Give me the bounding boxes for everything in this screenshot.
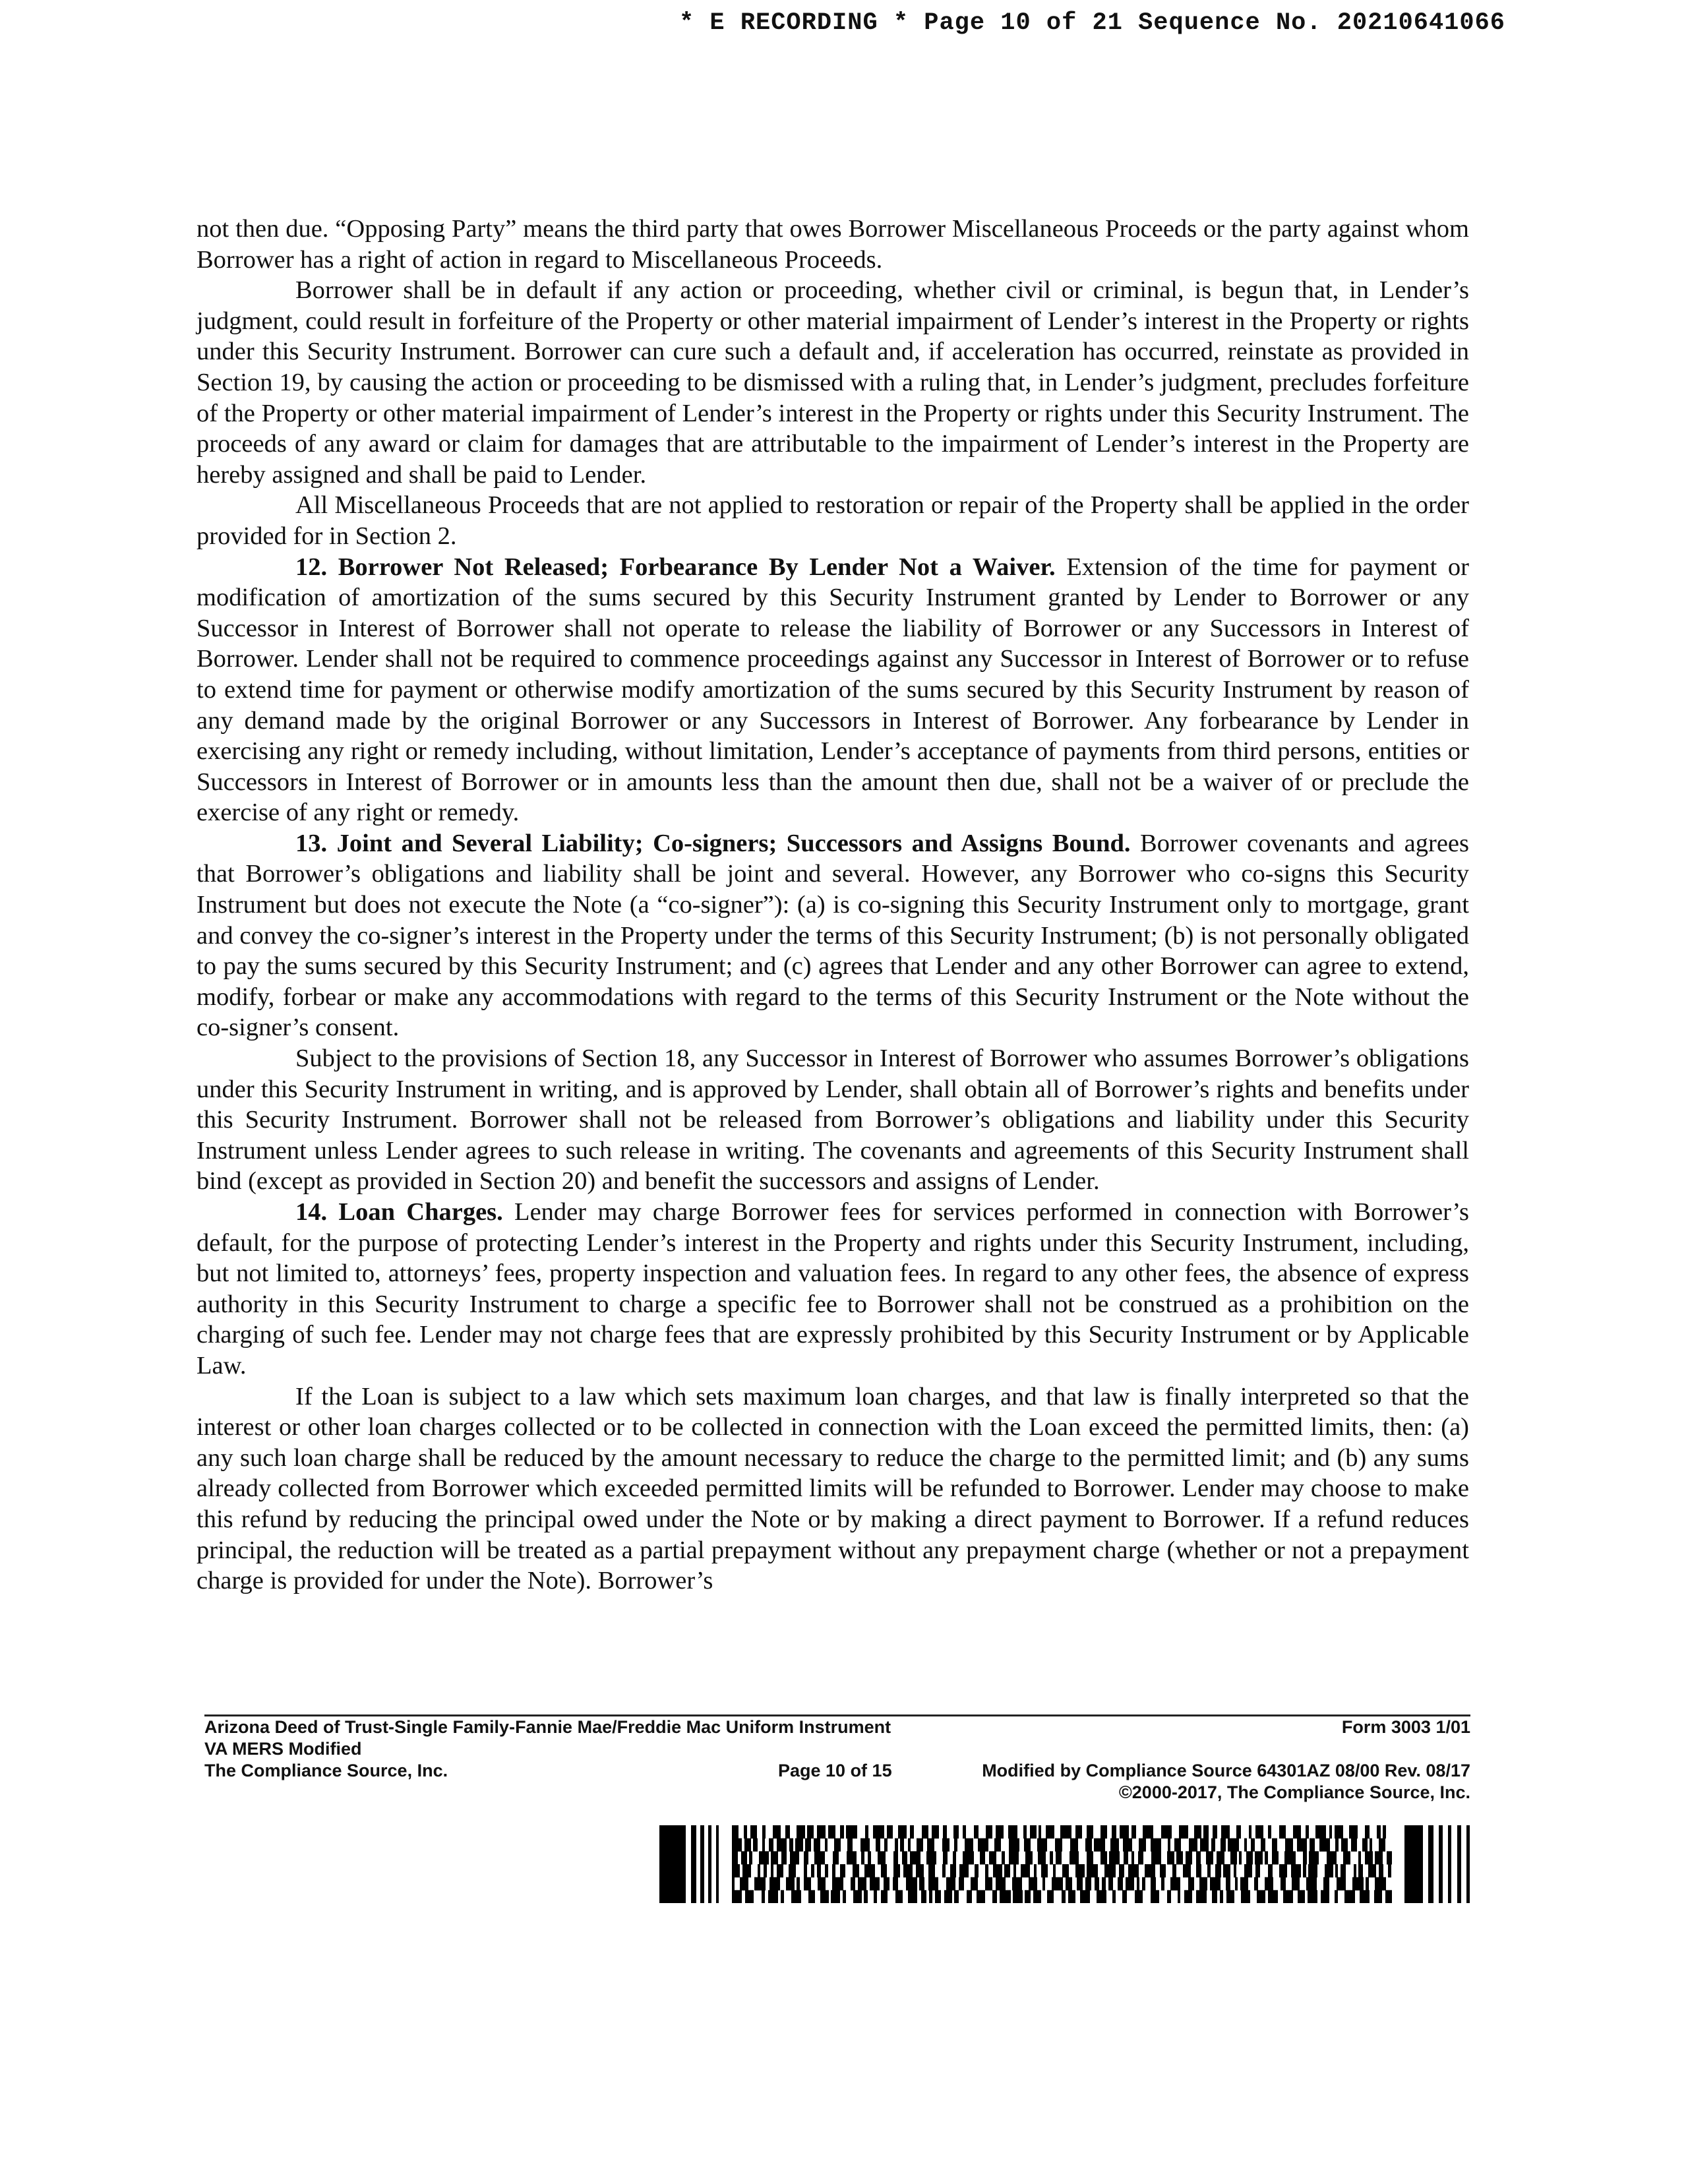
section-14 (196, 1197, 1469, 1381)
paragraph-misc-proceeds: All Miscellaneous Proceeds that are not applied to restoration or repair of the Property shall be applied in the order provided for in Section 2. (196, 491, 1469, 550)
paragraph-successors: Subject to the provisions of Section 18, any Successor in Interest of Borrower who assumes Borrower’s obligations under this Security Instrument in writing, and is approved by Lender, shall obtain all of Borrower’s rights and benefits under this Security Instrument. Borrower shall not be released from Borrower’s obligations and liability under this Security Instrument unless Lender agrees to such release in writing. The covenants and agreements of this Security Instrument shall bind (except as provided in Section 20) and benefit the successors and assigns of Lender. (196, 1045, 1469, 1196)
section-13-heading: 13. Joint and Several Liability; Co-signers; Successors and Assigns Bound. (295, 829, 1131, 857)
section-12 (196, 552, 1469, 828)
footer-page-number: Page 10 of 15 (778, 1761, 892, 1780)
paragraph-loan-limits: If the Loan is subject to a law which sets maximum loan charges, and that law is finally interpreted so that the interest or other loan charges collected or to be collected in connection with the Loan exceed the permitted limits, then: (a) any such loan charge shall be reduced by the amount necessary to reduce the charge to the permitted limit; and (b) any sums already collected from Borrower which exceeded permitted limits will be refunded to Borrower. Lender may choose to make this refund by reducing the principal owed under the Note or by making a direct payment to Borrower. If a refund reduces principal, the reduction will be treated as a partial prepayment without any prepayment charge (whether or not a prepayment charge is provided for under the Note). Borrower’s (196, 1382, 1469, 1595)
footer-form-title: Arizona Deed of Trust-Single Family-Fannie Mae/Freddie Mac Uniform Instrument (204, 1717, 891, 1737)
pdf417-barcode (659, 1825, 1472, 1903)
paragraph-opposing-party: not then due. “Opposing Party” means the third party that owes Borrower Miscellaneous Proceeds or the party against whom Borrower has a right of action in regard to Miscellaneous Proceeds. (196, 215, 1469, 274)
section-13-text: Borrower covenants and agrees that Borrower’s obligations and liability shall be joint and several. However, any Borrower who co-signs this Security Instrument but does not execute the Note (a “co-signer”): (a) is co-signing this Security Instrument only to mortgage, grant and convey the co-signer’s interest in the Property under the terms of this Security Instrument; (b) is not personally obligated to pay the sums secured by this Security Instrument; and (c) agrees that Lender and any other Borrower can agree to extend, modify, forbear or make any accommodations with regard to the terms of this Security Instrument or the Note without the co-signer’s consent. (196, 829, 1469, 1042)
footer-form-number: Form 3003 1/01 (1341, 1717, 1470, 1737)
section-12-heading: 12. Borrower Not Released; Forbearance By Lender Not a Waiver. (295, 553, 1056, 581)
section-14-heading: 14. Loan Charges. (295, 1198, 503, 1226)
section-12-text: Extension of the time for payment or modification of amortization of the sums secured by this Security Instrument granted by Lender to Borrower or any Successor in Interest of Borrower shall not operate to release the liability of Borrower or any Successors in Interest of Borrower. Lender shall not be required to commence proceedings against any Successor in Interest of Borrower or to refuse to extend time for payment or otherwise modify amortization of the sums secured by this Security Instrument by reason of any demand made by the original Borrower or any Successors in Interest of Borrower. Any forbearance by Lender in exercising any right or remedy including, without limitation, Lender’s acceptance of payments from third persons, entities or Successors in Interest of Borrower or in amounts less than the amount then due, shall not be a waiver of or preclude the exercise of any right or remedy. (196, 553, 1470, 827)
footer-modified-by: Modified by Compliance Source 64301AZ 08/00 Rev. 08/17 (982, 1761, 1470, 1780)
section-14-text: Lender may charge Borrower fees for services performed in connection with Borrower’s default, for the purpose of protecting Lender’s interest in the Property and rights under this Security Instrument, including, but not limited to, attorneys’ fees, property inspection and valuation fees. In regard to any other fees, the absence of express authority in this Security Instrument to charge a specific fee to Borrower shall not be construed as a prohibition on the charging of such fee. Lender may not charge fees that are expressly prohibited by this Security Instrument or by Applicable Law. (196, 1198, 1469, 1380)
recording-header: * E RECORDING * Page 10 of 21 Sequence No. 20210641066 (679, 9, 1505, 37)
form-footer (204, 1714, 1470, 1804)
paragraph-default: Borrower shall be in default if any action or proceeding, whether civil or criminal, is begun that, in Lender’s judgment, could result in forfeiture of the Property or other material impairment of Lender’s interest in the Property or rights under this Security Instrument. Borrower can cure such a default and, if acceleration has occurred, reinstate as provided in Section 19, by causing the action or proceeding to be dismissed with a ruling that, in Lender’s judgment, precludes forfeiture of the Property or other material impairment of Lender’s interest in the Property or rights under this Security Instrument. The proceeds of any award or claim for damages that are attributable to the impairment of Lender’s interest in the Property are hereby assigned and shall be paid to Lender. (196, 276, 1469, 489)
section-13 (196, 828, 1469, 1043)
footer-company: The Compliance Source, Inc. (204, 1761, 448, 1780)
footer-modification: VA MERS Modified (204, 1739, 362, 1759)
footer-copyright: ©2000-2017, The Compliance Source, Inc. (1118, 1782, 1470, 1802)
document-body (196, 214, 1469, 1596)
